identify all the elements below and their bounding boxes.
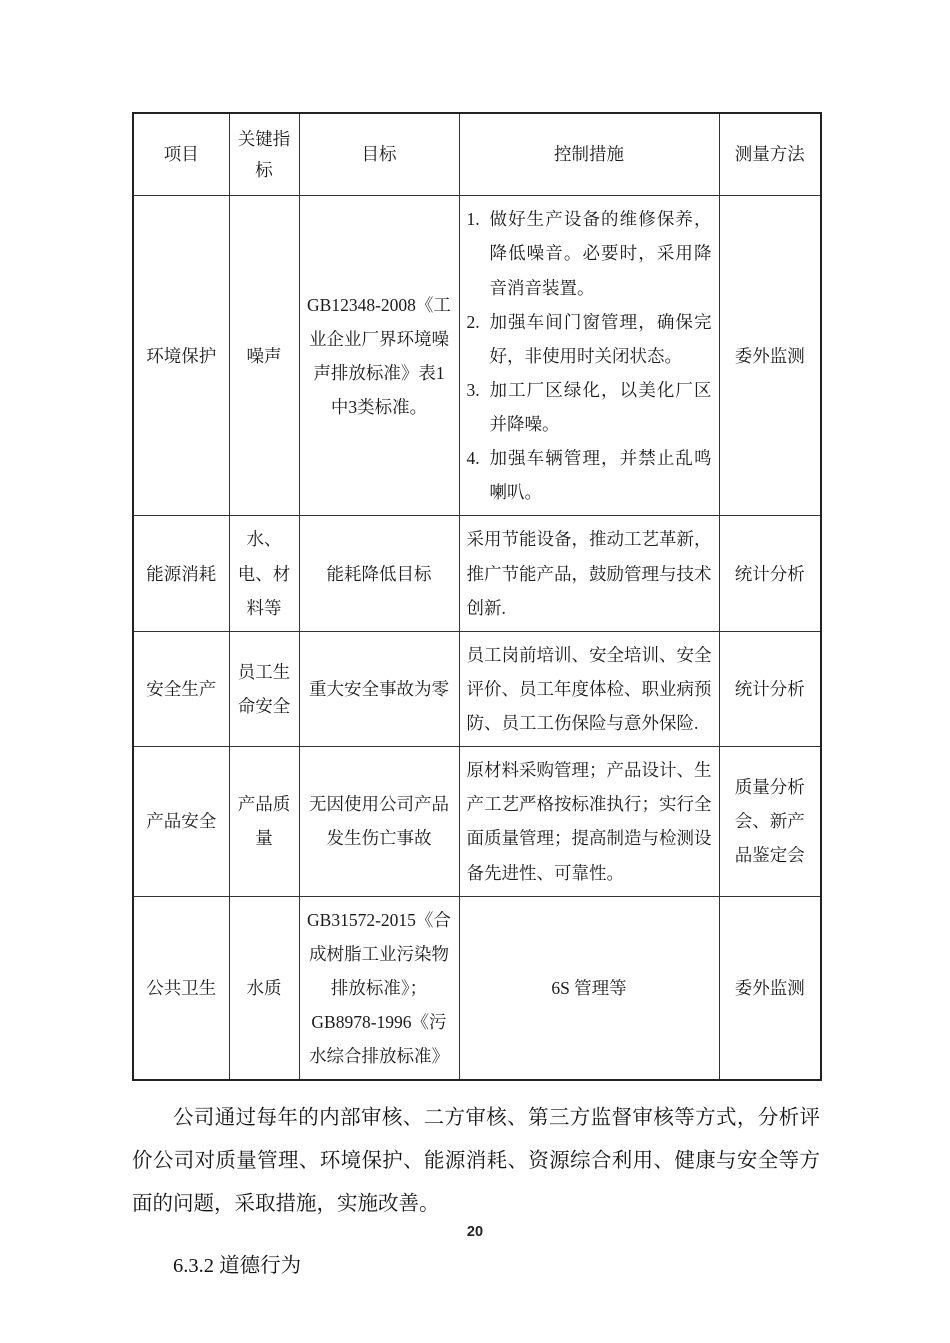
- cell-indicator: 噪声: [229, 196, 299, 516]
- column-header-indicator: 关键指标: [229, 113, 299, 196]
- list-item: [467, 441, 712, 509]
- cell-goal: GB12348-2008《工业企业厂界环境噪声排放标准》表1中3类标准。: [299, 196, 459, 516]
- list-number: 3.: [466, 379, 480, 400]
- cell-indicator: 水、电、材料等: [229, 516, 299, 631]
- list-text: 做好生产设备的维修保养，降低噪音。必要时，采用降音消音装置。: [489, 209, 712, 298]
- cell-method: 委外监测: [719, 896, 821, 1080]
- cell-goal: 无因使用公司产品发生伤亡事故: [299, 747, 459, 897]
- kpi-table: [132, 112, 822, 1081]
- cell-measures: [459, 196, 719, 516]
- column-header-item: 项目: [133, 113, 229, 196]
- cell-item: 公共卫生: [133, 896, 229, 1080]
- table-row: [133, 631, 821, 746]
- list-item: [467, 373, 712, 441]
- cell-measures: 原材料采购管理；产品设计、生产工艺严格按标准执行；实行全面质量管理；提高制造与检测设备先进性、可靠性。: [459, 747, 719, 897]
- cell-indicator: 产品质量: [229, 747, 299, 897]
- cell-goal: 重大安全事故为零: [299, 631, 459, 746]
- table-row: [133, 896, 821, 1080]
- page-content: [132, 112, 820, 1307]
- page-number: 20: [466, 1224, 484, 1240]
- column-header-measures: 控制措施: [459, 113, 719, 196]
- cell-measures: 6S 管理等: [459, 896, 719, 1080]
- table-row: [133, 516, 821, 631]
- list-number: 4.: [466, 448, 480, 469]
- section-heading: 6.3.2 道德行为: [173, 1254, 302, 1277]
- cell-method: 委外监测: [719, 196, 821, 516]
- cell-item: 环境保护: [133, 196, 229, 516]
- cell-goal: GB31572-2015《合成树脂工业污染物排放标准》；GB8978-1996《污水综合排放标准》: [299, 896, 459, 1080]
- table-header-row: [133, 113, 821, 196]
- column-header-method: 测量方法: [719, 113, 821, 196]
- cell-method: 质量分析会、新产品鉴定会: [719, 747, 821, 897]
- list-text: 加强车间门窗管理，确保完好，非使用时关闭状态。: [489, 311, 712, 366]
- table-row: [133, 747, 821, 897]
- list-item: [467, 202, 712, 304]
- cell-item: 安全生产: [133, 631, 229, 746]
- cell-item: 产品安全: [133, 747, 229, 897]
- list-text: 加工厂区绿化，以美化厂区并降噪。: [489, 379, 712, 434]
- cell-measures: 员工岗前培训、安全培训、安全评价、员工年度体检、职业病预防、员工工伤保险与意外保险.: [459, 631, 719, 746]
- cell-measures: 采用节能设备，推动工艺革新，推广节能产品，鼓励管理与技术创新.: [459, 516, 719, 631]
- cell-item: 能源消耗: [133, 516, 229, 631]
- column-header-goal: 目标: [299, 113, 459, 196]
- cell-indicator: 水质: [229, 896, 299, 1080]
- list-number: 1.: [466, 209, 480, 230]
- cell-method: 统计分析: [719, 516, 821, 631]
- list-number: 2.: [466, 311, 480, 332]
- table-row: [133, 196, 821, 516]
- measures-list: [467, 202, 712, 509]
- list-item: [467, 305, 712, 373]
- cell-goal: 能耗降低目标: [299, 516, 459, 631]
- cell-indicator: 员工生命安全: [229, 631, 299, 746]
- list-text: 加强车辆管理，并禁止乱鸣喇叭。: [489, 448, 712, 503]
- cell-method: 统计分析: [719, 631, 821, 746]
- body-paragraph: 公司通过每年的内部审核、二方审核、第三方监督审核等方式，分析评价公司对质量管理、环境保护、能源消耗、资源综合利用、健康与安全等方面的问题，采取措施，实施改善。: [132, 1107, 820, 1215]
